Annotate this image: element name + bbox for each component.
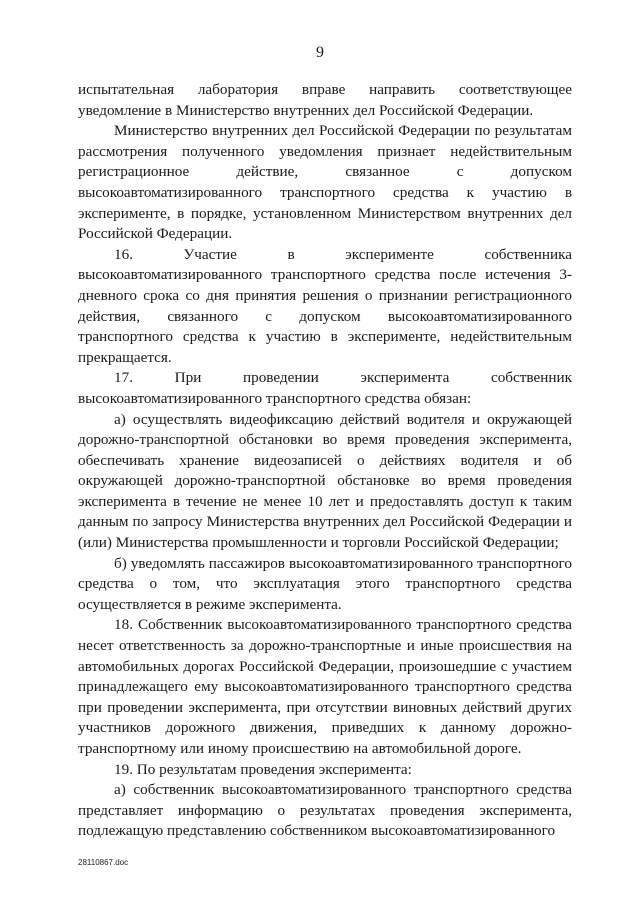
paragraph-ministry-decision: Министерство внутренних дел Российской Федерации по результатам рассмотрения полученного уведомления признает недействительным регистрационное действие, связанное с допуском высокоавтоматизированного транспортного средства к участию в эксперименте, в порядке, установленном Министерством внутренних дел Российской Федерации. xyxy=(78,122,572,243)
paragraph-clause-19a: а) собственник высокоавтоматизированного транспортного средства представляет информацию о результатах проведения эксперимента, подлежащую представлению собственником высокоавтоматизированного xyxy=(78,781,572,840)
paragraph-clause-19: 19. По результатам проведения эксперимента: xyxy=(114,760,412,778)
paragraph-clause-16: 16. Участие в эксперименте собственника высокоавтоматизированного транспортного средства после истечения 3-дневного срока со дня принятия решения о признании регистрационного действия, связанного с допуском высокоавтоматизированного транспортного средства к участию в эксперименте, недействительным прекращается. xyxy=(78,245,572,366)
document-body xyxy=(78,80,572,842)
paragraph-clause-17: 17. При проведении эксперимента собственник высокоавтоматизированного транспортного средства обязан: xyxy=(78,369,572,407)
paragraph-clause-18: 18. Собственник высокоавтоматизированного транспортного средства несет ответственность за дорожно-транспортные и иные происшествия на автомобильных дорогах Российской Федерации, произошедшие с участием принадлежащего ему высокоавтоматизированного транспортного средства при проведении эксперимента, при отсутствии виновных действий других участников дорожного движения, приведших к данному дорожно-транспортному или иному происшествию на автомобильной дороге. xyxy=(78,616,572,757)
paragraph-clause-17b: б) уведомлять пассажиров высокоавтоматизированного транспортного средства о том, что эксплуатация этого транспортного средства осуществляется в режиме эксперимента. xyxy=(78,554,572,613)
page-number: 9 xyxy=(316,44,324,61)
paragraph-clause-17a: а) осуществлять видеофиксацию действий водителя и окружающей дорожно-транспортной обстановки во время проведения эксперимента, обеспечивать хранение видеозаписей о действиях водителя и об окружающей дорожно-транспортной обстановке во время проведения эксперимента в течение не менее 10 лет и предоставлять доступ к таким данным по запросу Министерства внутренних дел Российской Федерации и (или) Министерства промышленности и торговли Российской Федерации; xyxy=(78,410,572,552)
file-identifier: 28110867.doc xyxy=(78,858,129,867)
paragraph-continuation: испытательная лаборатория вправе направить соответствующее уведомление в Министерство внутренних дел Российской Федерации. xyxy=(78,81,572,119)
